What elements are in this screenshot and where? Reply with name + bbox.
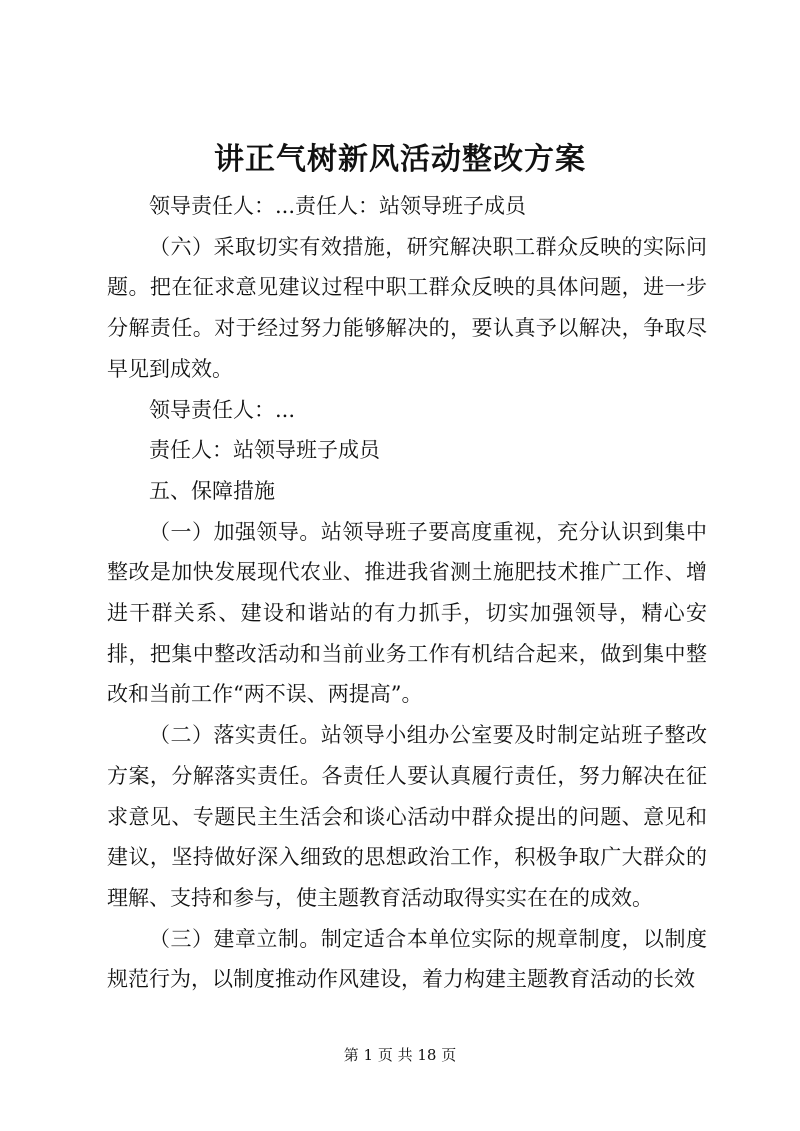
paragraph: （六）采取切实有效措施，研究解决职工群众反映的实际问题。把在征求意见建议过程中职工群众反映的具体问题，进一步分解责任。对于经过努力能够解决的，要认真予以解决，争取尽早见到成效。 <box>107 234 707 381</box>
section-heading: 五、保障措施 <box>149 478 275 503</box>
paragraph: （一）加强领导。站领导班子要高度重视，充分认识到集中整改是加快发展现代农业、推进我省测土施肥技术推广工作、增进干群关系、建设和谐站的有力抓手，切实加强领导，精心安排，把集中整改活动和当前业务工作有机结合起来，做到集中整改和当前工作“两不误、两提高”。 <box>107 519 707 707</box>
document-body <box>107 186 707 1000</box>
paragraph: 责任人：站领导班子成员 <box>149 438 380 463</box>
paragraph: （二）落实责任。站领导小组办公室要及时制定站班子整改方案，分解落实责任。各责任人要认真履行责任，努力解决在征求意见、专题民主生活会和谈心活动中群众提出的问题、意见和建议，坚持做好深入细致的思想政治工作，积极争取广大群众的理解、支持和参与，使主题教育活动取得实实在在的成效。 <box>107 723 707 910</box>
document-title: 讲正气树新风活动整改方案 <box>214 142 586 177</box>
page-footer: 第 1 页 共 18 页 <box>343 1046 457 1064</box>
paragraph: 领导责任人：...责任人：站领导班子成员 <box>149 194 527 218</box>
paragraph: （三）建章立制。制定适合本单位实际的规章制度，以制度规范行为，以制度推动作风建设，着力构建主题教育活动的长效 <box>107 926 707 992</box>
paragraph: 领导责任人：... <box>149 397 296 422</box>
